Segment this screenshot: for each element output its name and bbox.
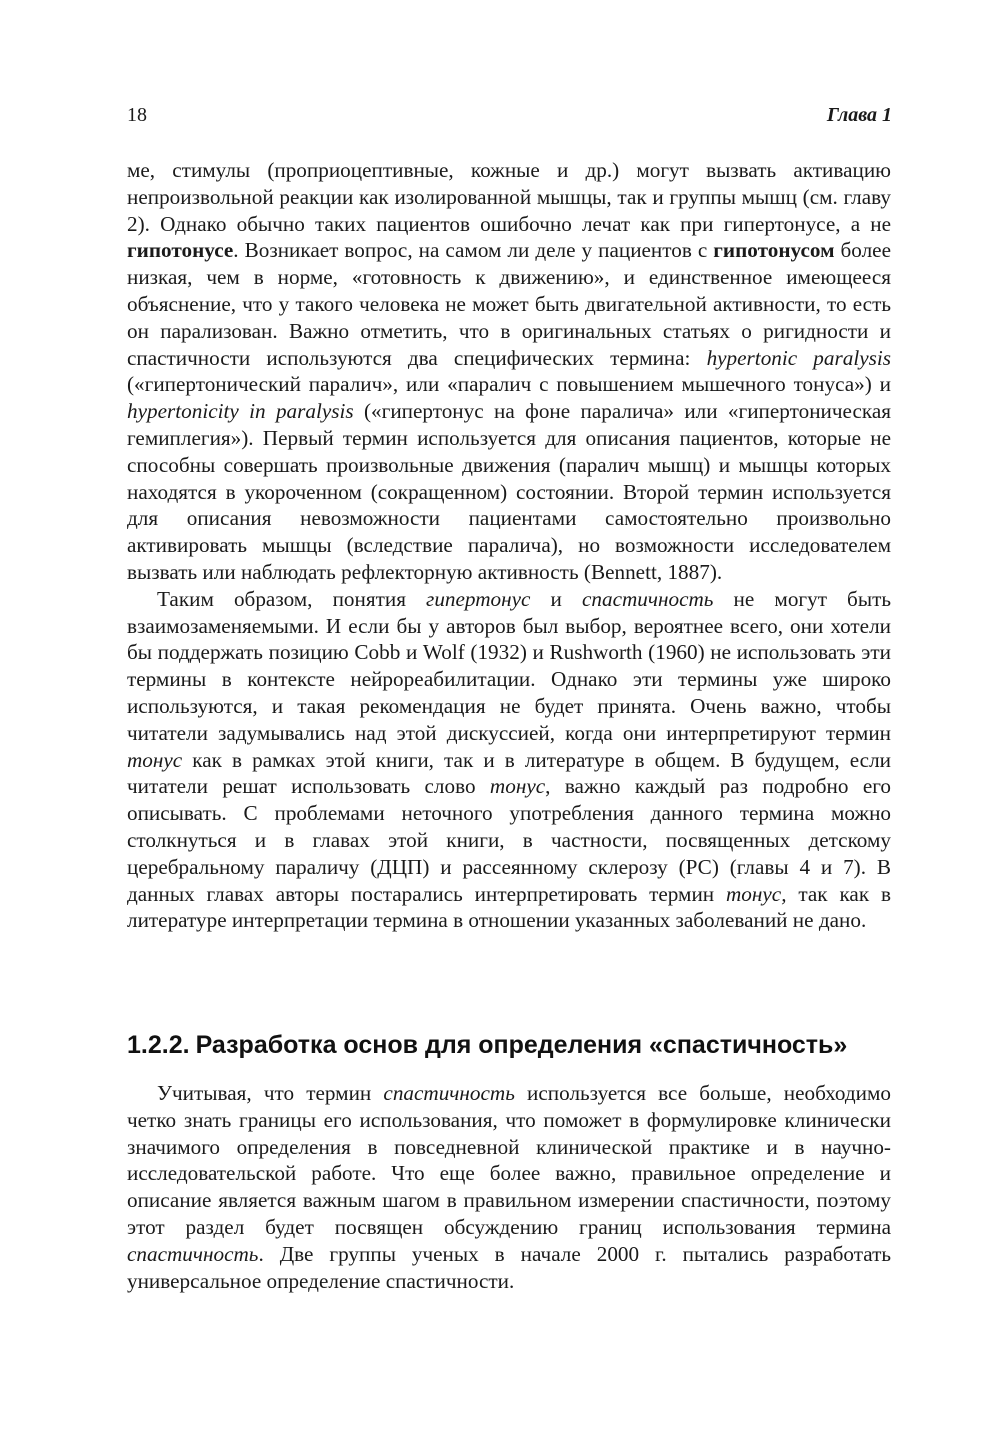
italic-term: тонус bbox=[489, 774, 546, 799]
italic-term: тонус, bbox=[726, 881, 787, 906]
text-run: («гипертонический паралич», или «паралич с повышением мышечного тонуса») и bbox=[127, 372, 891, 397]
text-run: так как в литературе интерпретации термина в отношении указанных заболеваний не дано. bbox=[127, 881, 891, 933]
text-run: и bbox=[530, 586, 582, 611]
page-number: 18 bbox=[127, 104, 147, 126]
italic-term: спастичность bbox=[582, 586, 714, 611]
section-heading bbox=[127, 1030, 891, 1060]
text-run: используется все больше, необходимо четко знать границы его использования, что поможет в формулировке клинически значимого определения в повседневной клинической практике и в научно-исследовательской работе. Что еще более важно, правильное определение и описание является важным шагом в правильном измерении спастичности, поэтому этот раздел будет посвящен обсуждению границ использования термина bbox=[127, 1081, 891, 1239]
body-text-upper bbox=[127, 157, 891, 934]
text-run: , важно каждый раз подробно его описывать. С проблемами неточного употребления данного термина можно столкнуться и в главах этой книги, в частности, посвященных детскому церебральному параличу (ДЦП) и рассеянному склерозу (РС) (главы 4 и 7). В данных главах авторы постарались интерпретировать термин bbox=[127, 774, 891, 906]
italic-term: спастичность bbox=[383, 1081, 515, 1105]
section-title: Разработка основ для определения «спастичность» bbox=[195, 1031, 848, 1059]
paragraph bbox=[127, 586, 891, 934]
italic-term: hypertonicity in paralysis bbox=[127, 399, 354, 424]
text-run: . Возникает вопрос, на самом ли деле у пациентов с bbox=[233, 238, 714, 263]
body-text-lower bbox=[127, 1080, 891, 1294]
text-run: ме, стимулы (проприоцептивные, кожные и др.) могут вызвать активацию непроизвольной реакции как изолированной мышцы, так и группы мышц (см. главу 2). Однако обычно таких пациентов ошибочно лечат как при гипертонусе, а не bbox=[127, 158, 891, 236]
text-run: Учитывая, что термин bbox=[157, 1081, 384, 1105]
text-run: более низкая, чем в норме, «готовность к движению», и единственное имеющееся объяснение, что у такого человека не может быть двигательной активности, то есть он парализован. Важно отметить, что в оригинальных статьях о ригидности и спастичности используются два специфических термина: bbox=[127, 238, 891, 370]
text-run: как в рамках этой книги, так и в литературе в общем. В будущем, если читатели решат использовать слово bbox=[127, 747, 891, 799]
bold-term: гипотонусом bbox=[713, 238, 835, 263]
italic-term: hypertonic paralysis bbox=[706, 345, 891, 370]
text-run: не могут быть взаимозаменяемыми. И если бы у авторов был выбор, вероятнее всего, они хотели бы поддержать позицию Cobb и Wolf (1932) и Rushworth (1960) не использовать эти термины в контексте нейрореабилитации. Однако эти термины уже широко используются, и такая рекомендация не будет принята. Очень важно, чтобы читатели задумывались над этой дискуссией, когда они интерпретируют термин bbox=[127, 586, 891, 745]
text-run: («гипертонус на фоне паралича» или «гипертоническая гемиплегия»). Первый термин используется для описания пациентов, которые не способны совершать произвольные движения (паралич мышц) и мышцы которых находятся в укороченном (сокращенном) состоянии. Второй термин используется для описания невозможности пациентами самостоятельно произвольно активировать мышцы (вследствие паралича), но возможности исследователем вызвать или наблюдать рефлекторную активность (Bennett, 1887). bbox=[127, 399, 891, 584]
text-run: Таким образом, понятия bbox=[157, 586, 427, 611]
text-run: . Две группы ученых в начале 2000 г. пытались разработать универсальное определение спастичности. bbox=[127, 1241, 891, 1293]
italic-term: тонус bbox=[127, 747, 183, 772]
section-number: 1.2.2. bbox=[127, 1031, 190, 1059]
italic-term: спастичность bbox=[127, 1241, 259, 1266]
paragraph-continued bbox=[127, 157, 891, 586]
paragraph bbox=[127, 1080, 891, 1294]
running-header bbox=[127, 104, 892, 134]
italic-term: гипертонус bbox=[426, 586, 531, 611]
bold-term: гипотонусе bbox=[127, 238, 234, 263]
chapter-label: Глава 1 bbox=[826, 104, 892, 126]
